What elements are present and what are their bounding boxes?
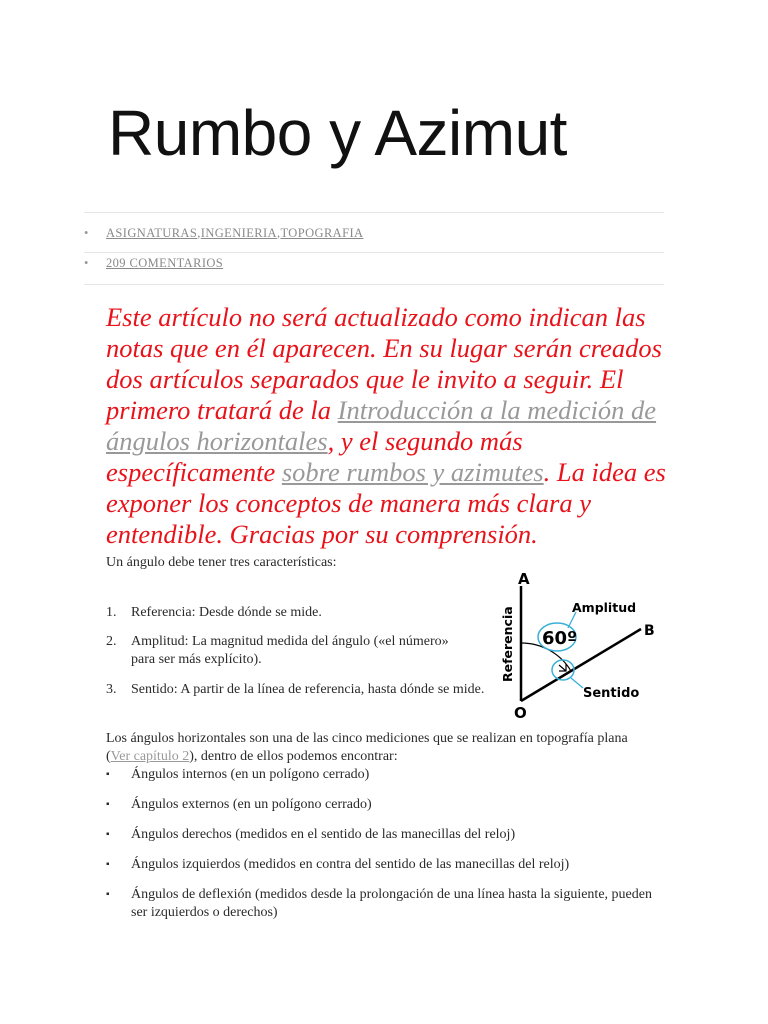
- bullet-marker: ▪: [106, 859, 110, 870]
- list-text: Ángulos externos (en un polígono cerrado): [131, 797, 372, 812]
- page-title: Rumbo y Azimut: [108, 97, 567, 169]
- meta-bullet: •: [84, 226, 89, 240]
- chapter-2-link[interactable]: Ver capítulo 2: [110, 749, 190, 764]
- meta-bullet: •: [84, 256, 89, 270]
- label-amplitud: Amplitud: [572, 600, 637, 615]
- category-link-asignaturas[interactable]: ASIGNATURAS: [106, 226, 198, 240]
- comments-meta: [84, 256, 223, 271]
- label-o: O: [514, 704, 527, 720]
- label-b: B: [644, 623, 655, 639]
- bullet-marker: ▪: [106, 829, 110, 840]
- angle-diagram: [496, 568, 676, 720]
- divider: [84, 284, 664, 285]
- category-link-topografia[interactable]: TOPOGRAFIA: [280, 226, 364, 240]
- horizontal-text-2: ), dentro de ellos podemos encontrar:: [189, 749, 398, 764]
- comments-link[interactable]: 209 COMENTARIOS: [106, 256, 224, 270]
- category-link-ingenieria[interactable]: INGENIERIA: [200, 226, 277, 240]
- horizontal-angles-paragraph: [106, 730, 646, 766]
- notice-text-2: , y el segundo más específicamente: [106, 426, 523, 487]
- angle-value: 60º: [542, 628, 578, 649]
- update-notice: [106, 302, 666, 550]
- intro-angles-link[interactable]: Introducción a la medición de ángulos horizontales: [106, 395, 657, 456]
- list-number: 1.: [106, 605, 117, 620]
- list-text: Amplitud: La magnitud medida del ángulo («el número» para ser más explícito).: [131, 634, 449, 667]
- bullet-marker: ▪: [106, 799, 110, 810]
- list-number: 2.: [106, 634, 117, 649]
- divider: [84, 212, 664, 213]
- direction-pointer: [571, 678, 583, 688]
- bullet-marker: ▪: [106, 769, 110, 780]
- list-number: 3.: [106, 682, 117, 697]
- list-text: Sentido: A partir de la línea de referencia, hasta dónde se mide.: [131, 682, 485, 697]
- rumbos-azimutes-link[interactable]: sobre rumbos y azimutes: [281, 457, 544, 487]
- bullet-marker: ▪: [106, 889, 110, 900]
- notice-text-1: Este artículo no será actualizado como indican las notas que en él aparecen. En su lugar serán creados dos artículos separados que le invito a seguir. El primero tratará de la: [106, 302, 662, 425]
- label-sentido: Sentido: [583, 686, 640, 701]
- label-referencia: Referencia: [500, 606, 515, 682]
- label-a: A: [518, 570, 530, 588]
- list-text: Ángulos internos (en un polígono cerrado): [131, 767, 370, 782]
- list-text: Ángulos de deflexión (medidos desde la prolongación de una línea hasta la siguiente, pueden ser izquierdos o derechos): [131, 887, 652, 920]
- list-text: Referencia: Desde dónde se mide.: [131, 605, 322, 620]
- horizontal-text-1: Los ángulos horizontales son una de las cinco mediciones que se realizan en topografía plana (: [106, 731, 628, 764]
- list-text: Ángulos izquierdos (medidos en contra del sentido de las manecillas del reloj): [131, 857, 570, 872]
- divider: [84, 252, 664, 253]
- categories-meta: • ASIGNATURAS,INGENIERIA,TOPOGRAFIA: [84, 226, 364, 240]
- list-text: Ángulos derechos (medidos en el sentido de las manecillas del reloj): [131, 827, 516, 842]
- intro-paragraph: Un ángulo debe tener tres características:: [106, 555, 337, 570]
- arrow-icon: [559, 664, 566, 671]
- notice-text-3: . La idea es exponer los conceptos de manera más clara y entendible. Gracias por su comprensión.: [106, 457, 666, 549]
